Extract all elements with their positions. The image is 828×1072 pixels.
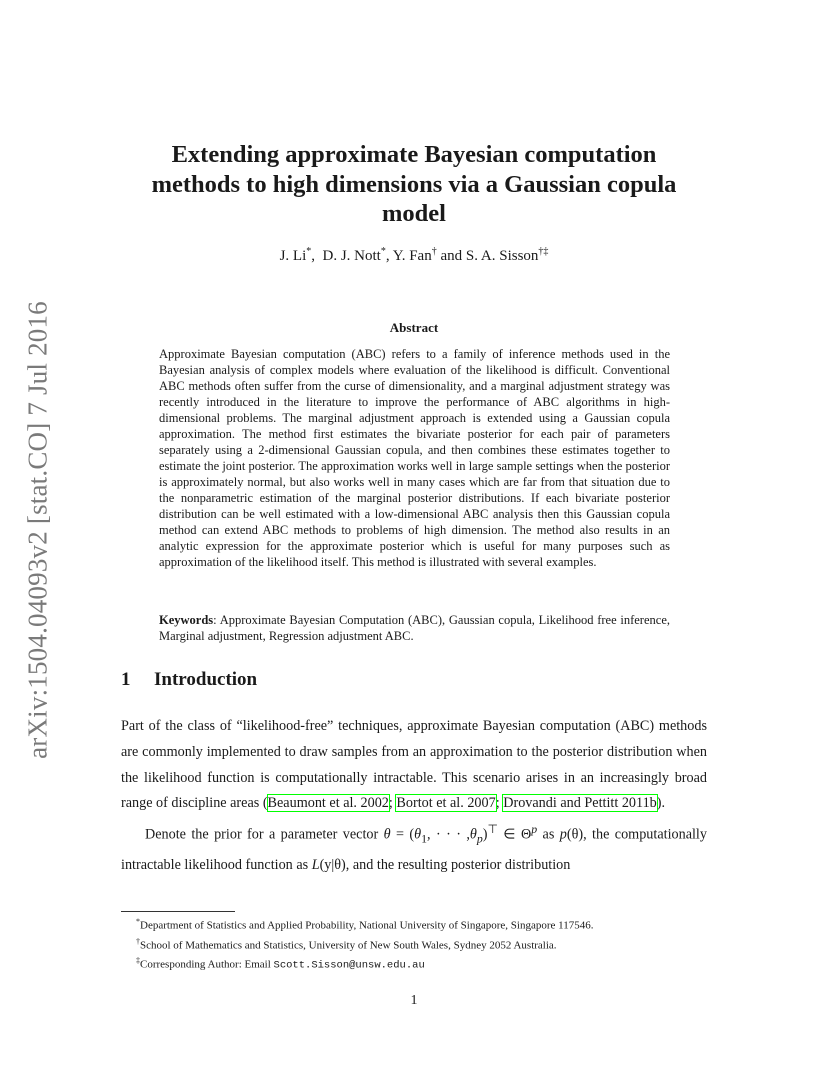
citation-separator: ; (388, 795, 397, 812)
math-subscript: p (476, 831, 483, 846)
math-symbol: θ (383, 826, 391, 843)
keywords-label: Keywords (159, 613, 214, 627)
title-line-2: methods to high dimensions via a Gaussian copula (151, 170, 677, 198)
section-heading (121, 669, 257, 691)
footnote-text: Corresponding Author: Email (140, 958, 274, 971)
paragraph-text: as (537, 826, 560, 843)
math-subscript: 1 (421, 831, 428, 846)
math-symbol: θ (414, 826, 422, 843)
section-number: 1 (121, 669, 131, 690)
paragraph-text: ) (482, 826, 488, 843)
paragraph-text: Part of the class of “likelihood-free” techniques, approximate Bayesian computation (ABC) methods are commonly implemented to draw samples from an approximation to the posterior distribution when the likelihood function is computationally intractable. This scenario arises in an increasingly broad range of discipline areas ( (121, 718, 707, 812)
title-line-3: model (382, 200, 446, 227)
citation-link[interactable]: Beaumont et al. 2002 (267, 795, 389, 812)
section-title: Introduction (154, 669, 258, 690)
footnote-mark: † (136, 936, 140, 946)
paragraph (121, 714, 707, 817)
arxiv-stamp: arXiv:1504.04093v2 [stat.CO] 7 Jul 2016 (22, 301, 53, 759)
footnote (136, 953, 716, 974)
author-affiliation-mark: * (306, 246, 312, 257)
abstract-heading: Abstract (389, 320, 439, 335)
citation-link[interactable]: Drovandi and Pettitt 2011b (503, 795, 657, 812)
paragraph-text: , · · · , (427, 826, 470, 843)
author-affiliation-mark: † (431, 246, 437, 257)
author-name: D. J. Nott (322, 248, 381, 264)
math-symbol: θ (469, 826, 477, 843)
author-list: J. Li*, D. J. Nott*, Y. Fan† and S. A. Sisson†‡ (279, 246, 549, 264)
author-name: J. Li (279, 248, 307, 264)
citation-link[interactable]: Bortot et al. 2007 (396, 795, 496, 812)
footnote (136, 914, 716, 934)
abstract-text: Approximate Bayesian computation (ABC) refers to a family of inference methods used in the Bayesian analysis of complex models where evaluation of the likelihood is difficult. Conventional ABC methods often suffer from the curse of dimensionality, and a marginal adjustment strategy was recently introduced in the literature to improve the performance of ABC algorithms in high-dimensional problems. The marginal adjustment approach is extended using a Gaussian copula approximation. The method first estimates the bivariate posterior for each pair of parameters separately using a 2-dimensional Gaussian copula, and then combines these estimates together to estimate the joint posterior. The approximation works well in large sample settings when the posterior is approximately normal, but also works well in many cases which are far from that situation due to the nonparametric estimation of the marginal posterior distributions. If each bivariate posterior distribution can be well estimated with a low-dimensional ABC analysis then this Gaussian copula method can extend ABC methods to problems of high dimension. The method also results in an analytic expression for the approximate posterior which is useful for many purposes such as approximation of the likelihood itself. This method is illustrated with several examples. (159, 347, 670, 569)
footnote-text: Department of Statistics and Applied Probability, National University of Singapore, Singapore 117546. (140, 919, 594, 932)
author-name: S. A. Sisson (465, 248, 539, 264)
paragraph-text: ). (656, 795, 666, 812)
introduction-body (121, 714, 707, 878)
footnote-divider (121, 911, 235, 912)
author-name: Y. Fan (392, 248, 432, 264)
author-affiliation-mark: †‡ (538, 246, 549, 257)
footnotes (136, 914, 716, 974)
footnote-mark: * (136, 917, 140, 926)
math-superscript: ⊤ (487, 822, 498, 837)
keywords (159, 612, 670, 644)
paragraph (121, 817, 707, 878)
footnote-mark: ‡ (136, 956, 140, 966)
footnote-text: School of Mathematics and Statistics, University of New South Wales, Sydney 2052 Australia. (140, 939, 557, 952)
paragraph-text: ∈ Θ (497, 826, 532, 843)
paragraph-text: Denote the prior for a parameter vector (145, 826, 384, 843)
page-number: 1 (410, 993, 418, 1008)
paragraph-text: (θ), the computationally intractable likelihood function as (121, 826, 707, 873)
email-link[interactable]: Scott.Sisson@unsw.edu.au (273, 959, 425, 972)
math-symbol: L (311, 856, 320, 873)
title-line-1: Extending approximate Bayesian computation (171, 141, 657, 168)
author-conjunction: and (440, 248, 463, 264)
paper-title (110, 140, 718, 229)
footnote (136, 934, 716, 954)
paragraph-text: = ( (390, 826, 415, 843)
author-affiliation-mark: * (380, 246, 386, 257)
math-symbol: p (559, 826, 567, 843)
math-superscript: p (531, 822, 538, 837)
paragraph-text: (y|θ), and the resulting posterior distribution (319, 856, 571, 873)
citation-separator: ; (495, 795, 504, 812)
keywords-text: : Approximate Bayesian Computation (ABC), Gaussian copula, Likelihood free inference, Marginal adjustment, Regression adjustment ABC. (159, 613, 670, 643)
